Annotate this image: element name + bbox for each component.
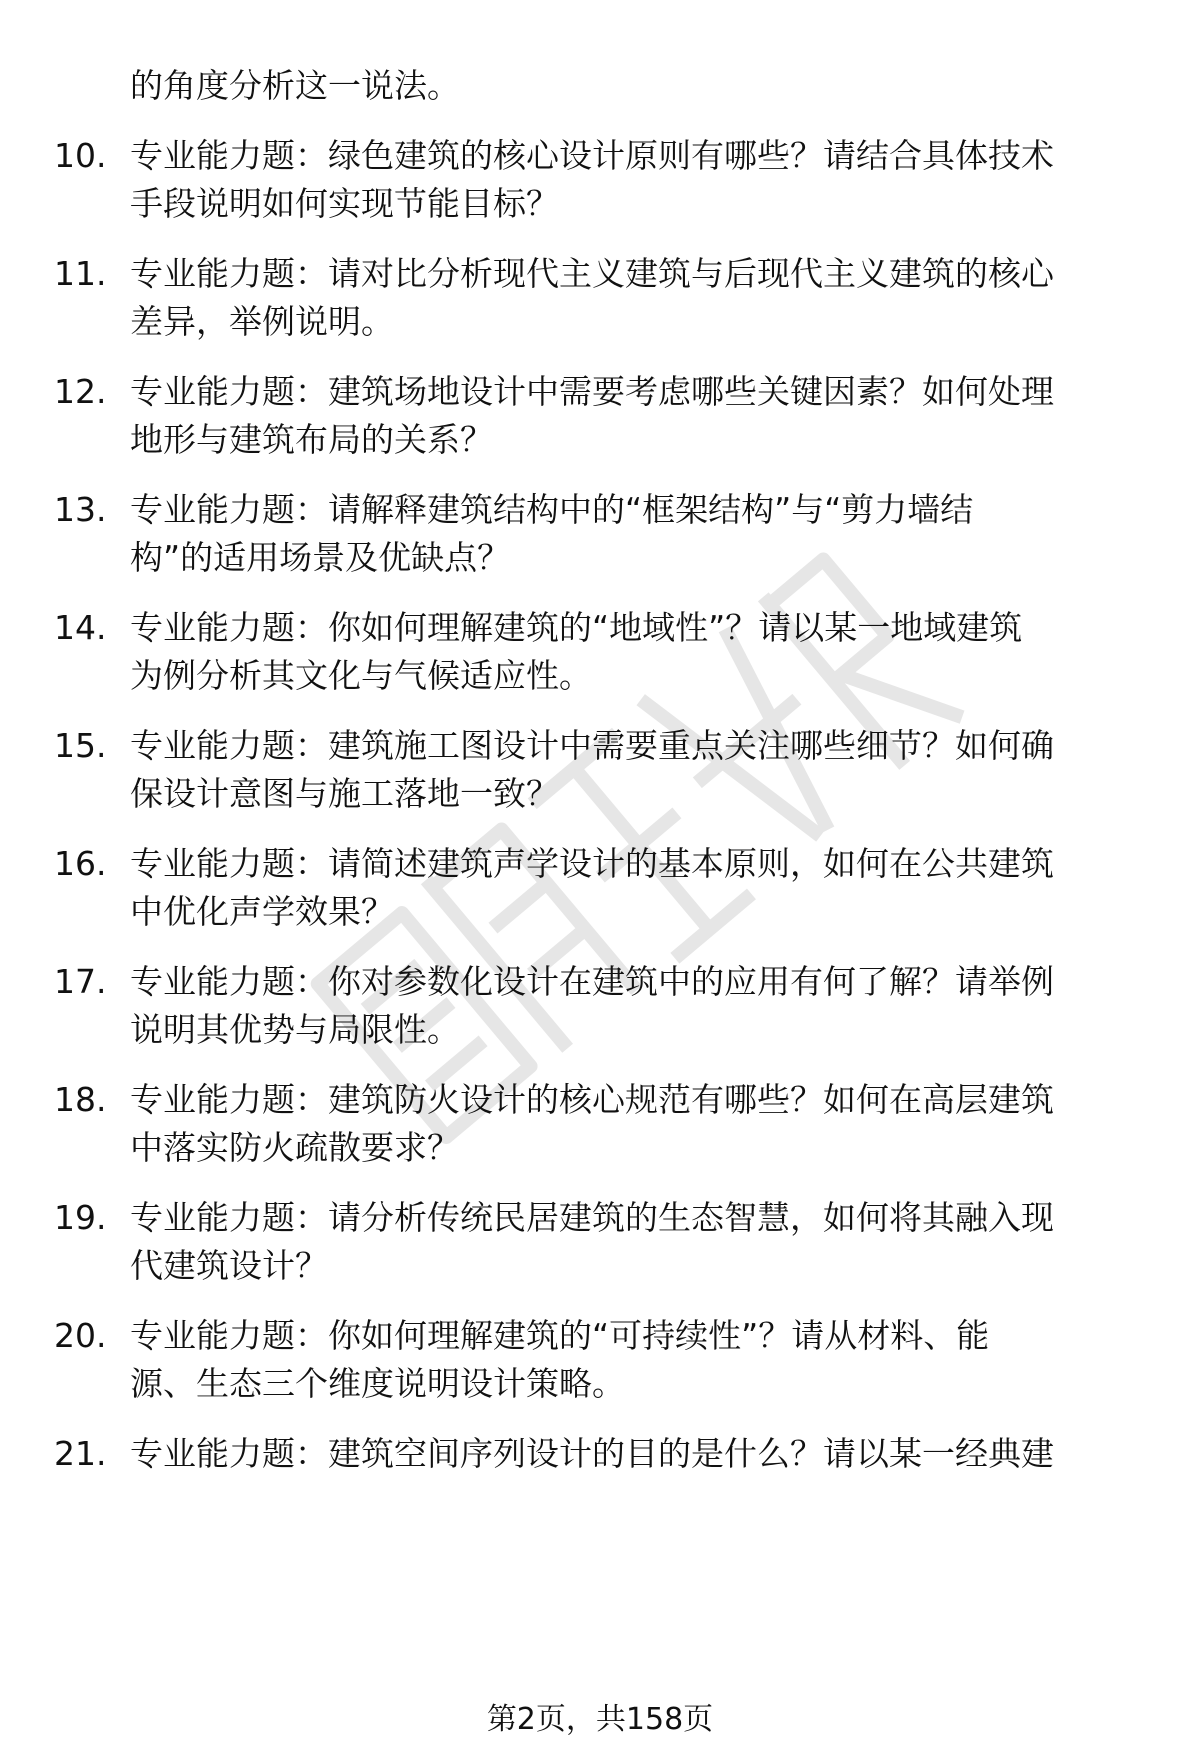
question-text (130, 604, 1140, 700)
question-number: 11. (54, 254, 107, 293)
question-line: 专业能力题：建筑空间序列设计的目的是什么？请以某一经典建 (130, 1434, 1054, 1473)
question-line: 专业能力题：你如何理解建筑的“可持续性”？请从材料、能 (130, 1316, 990, 1355)
question-text (130, 1076, 1140, 1172)
question-line: 专业能力题：建筑防火设计的核心规范有哪些？如何在高层建筑 (130, 1080, 1054, 1119)
question-line: 专业能力题：建筑施工图设计中需要重点关注哪些细节？如何确 (130, 726, 1054, 765)
question-text (130, 368, 1140, 464)
question-line: 专业能力题：你如何理解建筑的“地域性”？请以某一地域建筑 (130, 608, 1023, 647)
page-footer: 第2页，共158页 (486, 1702, 714, 1737)
question-number: 21. (54, 1434, 107, 1473)
question-line: 地形与建筑布局的关系？ (130, 420, 493, 459)
question-text (130, 1194, 1140, 1290)
question-number: 16. (54, 844, 107, 883)
question-line: 保设计意图与施工落地一致？ (130, 774, 559, 813)
question-number: 15. (54, 726, 107, 765)
question-number: 19. (54, 1198, 107, 1237)
question-text (130, 1312, 1140, 1408)
question-text (130, 840, 1140, 936)
question-line: 中优化声学效果？ (130, 892, 394, 931)
question-text (130, 132, 1140, 228)
question-text (130, 958, 1140, 1054)
question-line: 专业能力题：建筑场地设计中需要考虑哪些关键因素？如何处理 (130, 372, 1054, 411)
question-line: 构”的适用场景及优缺点？ (130, 538, 511, 577)
question-line: 中落实防火疏散要求？ (130, 1128, 460, 1167)
question-number: 14. (54, 608, 107, 647)
question-text (130, 1430, 1140, 1478)
question-line: 为例分析其文化与气候适应性。 (130, 656, 592, 695)
question-line: 专业能力题：绿色建筑的核心设计原则有哪些？请结合具体技术 (130, 136, 1054, 175)
question-number: 10. (54, 136, 107, 175)
question-line: 专业能力题：请对比分析现代主义建筑与后现代主义建筑的核心 (130, 254, 1054, 293)
question-line: 专业能力题：请分析传统民居建筑的生态智慧，如何将其融入现 (130, 1198, 1054, 1237)
question-line: 说明其优势与局限性。 (130, 1010, 460, 1049)
question-number: 12. (54, 372, 107, 411)
question-number: 17. (54, 962, 107, 1001)
continuation-text: 的角度分析这一说法。 (130, 66, 460, 105)
question-line: 代建筑设计？ (130, 1246, 328, 1285)
question-number: 18. (54, 1080, 107, 1119)
question-line: 专业能力题：请解释建筑结构中的“框架结构”与“剪力墙结 (130, 490, 974, 529)
question-line: 手段说明如何实现节能目标？ (130, 184, 559, 223)
question-text (130, 486, 1140, 582)
question-line: 源、生态三个维度说明设计策略。 (130, 1364, 625, 1403)
question-line: 专业能力题：你对参数化设计在建筑中的应用有何了解？请举例 (130, 962, 1054, 1001)
question-line: 差异，举例说明。 (130, 302, 394, 341)
question-number: 20. (54, 1316, 107, 1355)
question-number: 13. (54, 490, 107, 529)
question-line: 专业能力题：请简述建筑声学设计的基本原则，如何在公共建筑 (130, 844, 1054, 883)
question-text (130, 722, 1140, 818)
question-text (130, 250, 1140, 346)
